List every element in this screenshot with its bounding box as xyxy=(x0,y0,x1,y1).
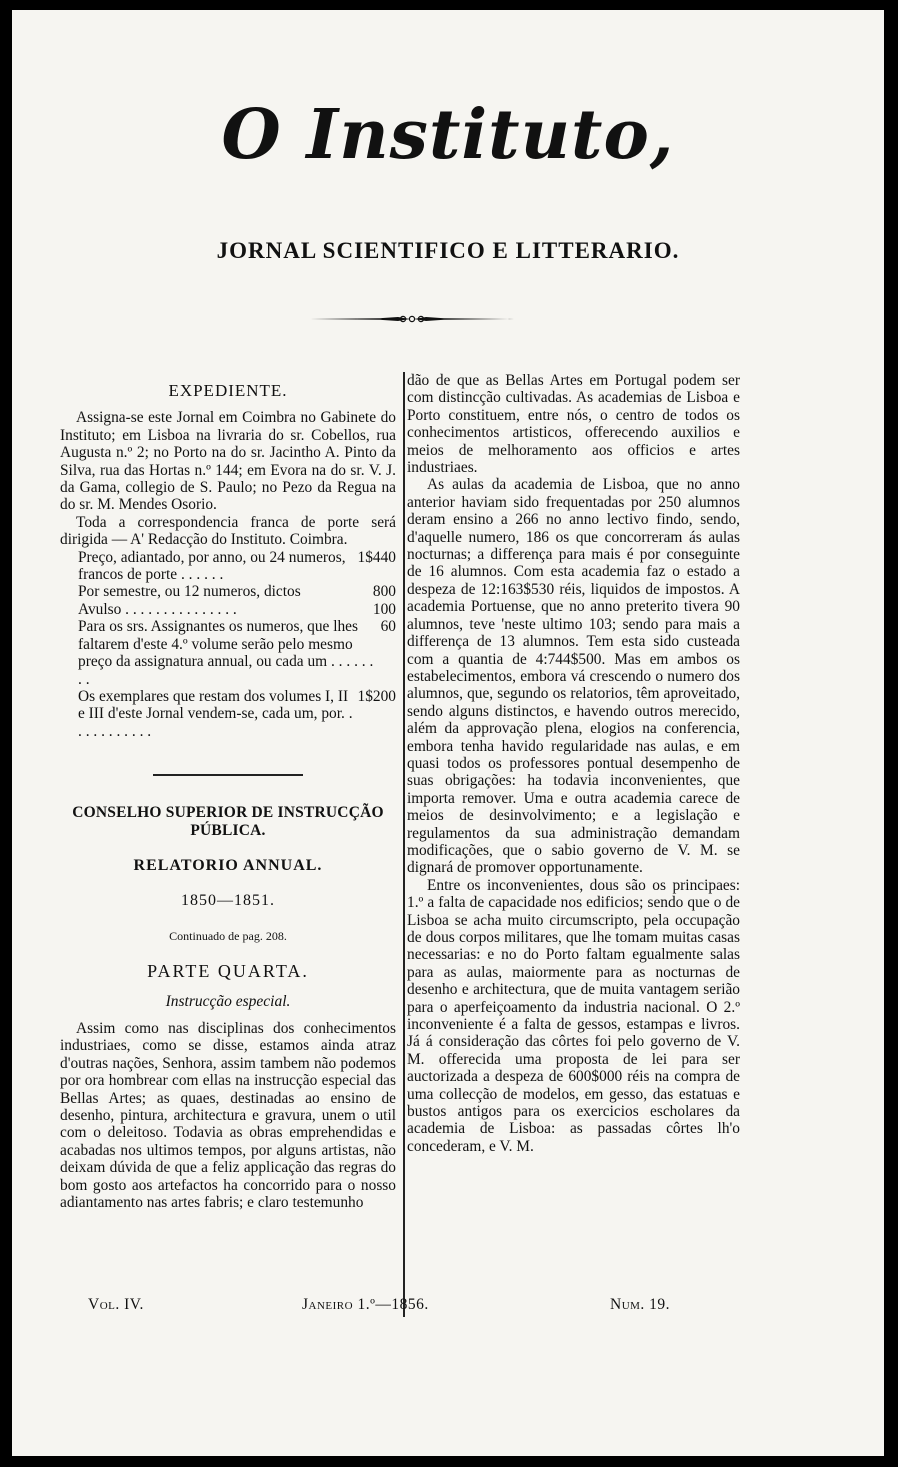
price-row-semester xyxy=(60,583,396,600)
newspaper-page xyxy=(12,10,884,1456)
report-body-right-2: As aulas da academia de Lisboa, que no anno anterior haviam sido frequentadas por 250 alumnos deram ensino a 266 no anno lectivo findo, sendo, d'aquelle numero, 186 os que concorreram ás aulas nocturnas; a differença para mais é por conseguinte de 16 alumnos. Com esta academia faz o estado a despeza de 12:163$530 réis, liquidos de impostos. A academia Portuense, que no anno preterito tivera 90 alumnos, teve 'neste ultimo 103; sendo para mais a differença de 13 alumnos. Tem esta sido custeada com a quantia de 4:744$500. Mas em ambos os estabelecimentos, embora vá crescendo o numero dos alumnos, que, segundo os relatorios, têm aproveitado, sendo alguns distinctos, e havendo outros merecido, além da approvação plena, elogios na conferencia, embora tenha havido regularidade nas aulas, e em quasi todos os professores pontual desempenho de suas obrigações: ha todavia inconvenientes, que importa remover. Uma e outra academia carece de meios de desinvolvimento; e a legislação e regulamentos da sua administração demandam modificações, que o sabio governo de V. M. se dignará de promover opportunamente. xyxy=(407,476,740,877)
report-body-right-1: dão de que as Bellas Artes em Portugal podem ser com distincção cultivadas. As academias de Lisboa e Porto constituem, entre nós, o centro de todos os conhecimentos artisticos, offerecendo auxilios e meios de melhoramento aos officios e artes industriaes. xyxy=(407,372,740,477)
masthead-subtitle: JORNAL SCIENTIFICO E LITTERARIO. xyxy=(216,238,680,263)
report-body-right-3: Entre os inconvenientes, dous são os principaes: 1.º a falta de capacidade nos edificios; sendo que o de Lisboa se acha muito circumscripto, pela occupação de dous corpos militares, que lhe tomam muitas casas necessarias: e no do Porto faltam egualmente salas para as aulas, maiormente para as nocturnas de desenho e architectura, que de muita vantagem serião para o aperfeiçoamento da industria nacional. O 2.º inconveniente é a falta de gessos, estampas e livros. Já á consideração das côrtes foi pelo governo de V. M. offerecida uma proposta de lei para ser auctorizada a despeza de 600$000 réis na compra de uma collecção de modelos, em gesso, das estatuas e bustos antigos para os exercicios escholares da academia de Lisboa: as passadas côrtes lh'o concederam, e V. M. xyxy=(407,876,740,1155)
price-row-single xyxy=(60,601,396,618)
footer-date: Janeiro 1.º—1856. xyxy=(302,1296,429,1313)
price-row-back-volumes xyxy=(60,688,396,740)
part-heading: PARTE QUARTA. xyxy=(147,961,309,982)
report-years: 1850—1851. xyxy=(181,892,275,910)
right-column xyxy=(407,372,740,1155)
expediente-heading: EXPEDIENTE. xyxy=(168,381,288,400)
price-value: 1$200 xyxy=(357,687,396,705)
price-label: Por semestre, ou 12 numeros, dictos xyxy=(78,583,301,601)
price-value: 100 xyxy=(372,600,396,618)
footer-number: Num. 19. xyxy=(610,1296,671,1313)
continued-note: Continuado de pag. 208. xyxy=(169,928,287,943)
report-title: RELATORIO ANNUAL. xyxy=(133,856,323,874)
price-label: Os exemplares que restam dos volumes I, II e III d'este Jornal vendem-se, cada um, por. . . . . . . . . . . . xyxy=(78,687,353,740)
column-divider xyxy=(403,372,405,1317)
council-heading: CONSELHO SUPERIOR DE INSTRUCÇÃO PÚBLICA. xyxy=(72,804,384,839)
price-value: 800 xyxy=(372,583,396,601)
masthead-title: O Instituto, xyxy=(221,95,675,175)
footer-volume: Vol. IV. xyxy=(88,1296,144,1313)
correspondence-paragraph: Toda a correspondencia franca de porte será dirigida — A' Redacção do Instituto. Coimbra. xyxy=(60,513,396,549)
subscription-paragraph: Assigna-se este Jornal em Coimbra no Gabinete do Instituto; em Lisboa na livraria do sr. Cobellos, rua Augusta n.º 2; no Porto na do sr. Jacintho A. Pinto da Silva, rua das Hortas n.º 144; em Evora na do sr. V. J. da Gama, collegio de S. Paulo; no Pezo da Regua na do sr. M. Mendes Osorio. xyxy=(60,409,396,514)
left-column xyxy=(60,372,396,1211)
price-value: 60 xyxy=(380,618,396,636)
section-rule xyxy=(153,774,303,776)
price-label: Para os srs. Assignantes os numeros, que lhes faltarem d'este 4.º volume serão pelo mesmo preço da assignatura annual, ou cada um . . . . . . . . xyxy=(78,618,374,688)
report-body-left: Assim como nas disciplinas dos conhecimentos industriaes, como se disse, estamos ainda atraz d'outras nações, Senhora, assim tambem não podemos por ora hombrear com ellas na instrucção especial das Bellas Artes; as quaes, destinadas ao ensino de desenho, pintura, architectura e gravura, unem o util com o deleitoso. Todavia as obras emprehendidas e acabadas nos ultimos tempos, por alguns artistas, não deixam dúvida de que a feliz applicação das regras do bom gosto aos artefactos ha concorrido para o nosso adiantamento nas artes fabris; e claro testemunho xyxy=(60,1019,396,1212)
price-label: Avulso . . . . . . . . . . . . . . . xyxy=(78,600,237,618)
price-value: 1$440 xyxy=(357,548,396,566)
price-row-annual xyxy=(60,549,396,584)
section-heading: Instrucção especial. xyxy=(165,992,291,1010)
price-label: Preço, adiantado, por anno, ou 24 numeros, francos de porte . . . . . . xyxy=(78,548,346,584)
ornament-divider xyxy=(310,312,514,326)
price-row-subscribers xyxy=(60,618,396,688)
